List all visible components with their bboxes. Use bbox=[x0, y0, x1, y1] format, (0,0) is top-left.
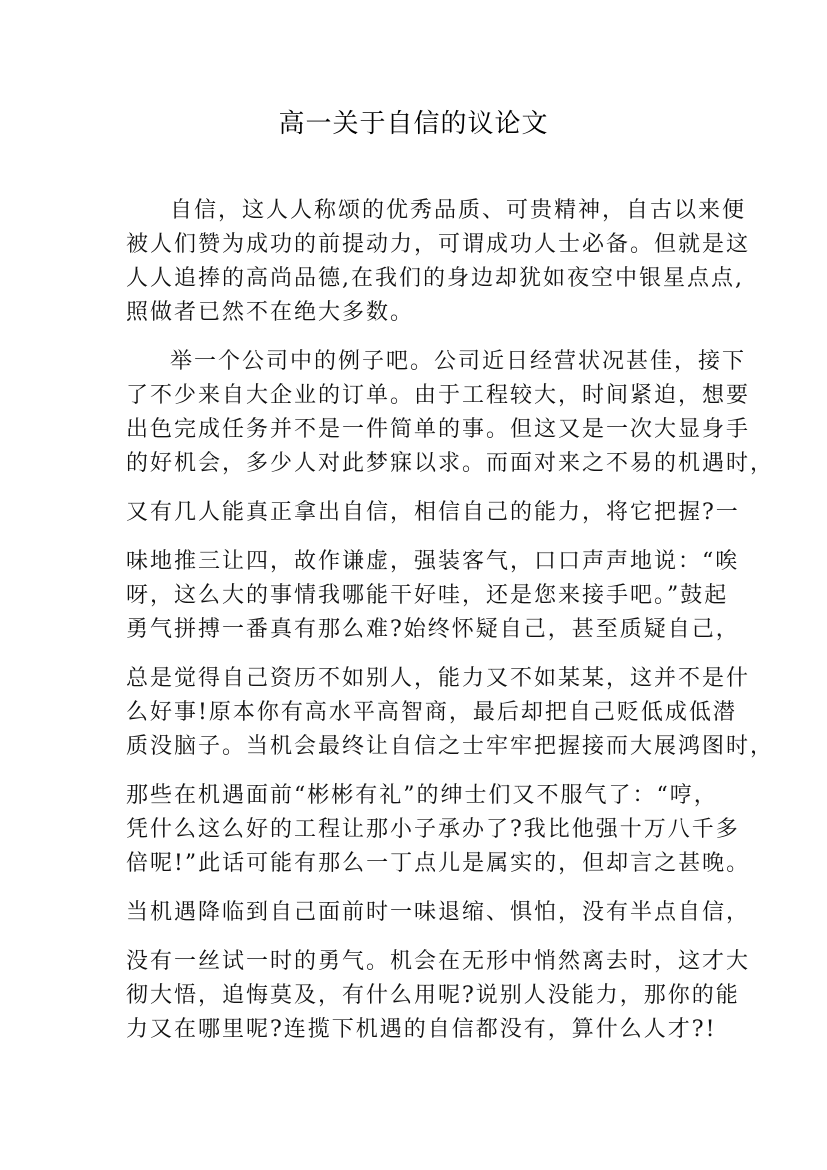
paragraph-line: 倍呢!”此话可能有那么一丁点儿是属实的，但却言之甚晚。 bbox=[126, 851, 751, 876]
paragraph-line: 力又在哪里呢?连揽下机遇的自信都没有，算什么人才?! bbox=[126, 1017, 717, 1042]
paragraph-line: 总是觉得自己资历不如别人，能力又不如某某，这并不是什 bbox=[126, 666, 751, 691]
paragraph-line: 么好事!原本你有高水平高智商，最后却把自己贬低成低潜 bbox=[126, 700, 737, 725]
paragraph-line: 勇气拼搏一番真有那么难?始终怀疑自己，甚至质疑自己， bbox=[126, 617, 740, 642]
paragraph-line: 又有几人能真正拿出自信，相信自己的能力，将它把握?一 bbox=[126, 500, 740, 525]
paragraph-line: 没有一丝试一时的勇气。机会在无形中悄然离去时，这才大 bbox=[126, 949, 751, 974]
paragraph-line: 味地推三让四，故作谦虚，强装客气，口口声声地说：“唉 bbox=[126, 549, 740, 574]
paragraph-line: 人人追捧的高尚品德,在我们的身边却犹如夜空中银星点点, bbox=[126, 266, 744, 291]
paragraph-line: 的好机会，多少人对此梦寐以求。而面对来之不易的机遇时， bbox=[126, 451, 775, 476]
paragraph-line: 了不少来自大企业的订单。由于工程较大，时间紧迫，想要 bbox=[126, 383, 751, 408]
paragraph-line: 出色完成任务并不是一件简单的事。但这又是一次大显身手 bbox=[126, 417, 751, 442]
paragraph-line: 被人们赞为成功的前提动力，可谓成功人士必备。但就是这 bbox=[126, 232, 751, 257]
paragraph-line: 照做者已然不在绝大多数。 bbox=[126, 300, 415, 325]
paragraph-line: 呀，这么大的事情我哪能干好哇，还是您来接手吧。”鼓起 bbox=[126, 583, 729, 608]
paragraph-line: 当机遇降临到自己面前时一味退缩、惧怕，没有半点自信， bbox=[126, 900, 751, 925]
paragraph-line: 自信，这人人称颂的优秀品质、可贵精神，自古以来便 bbox=[170, 198, 747, 223]
paragraph-line: 凭什么这么好的工程让那小子承办了?我比他强十万八千多 bbox=[126, 817, 740, 842]
paragraph-line: 举一个公司中的例子吧。公司近日经营状况甚佳，接下 bbox=[170, 349, 747, 374]
document-title: 高一关于自信的议论文 bbox=[278, 109, 549, 139]
paragraph-line: 那些在机遇面前“彬彬有礼”的绅士们又不服气了：“哼， bbox=[126, 783, 718, 808]
paragraph-line: 质没脑子。当机会最终让自信之士牢牢把握接而大展鸿图时， bbox=[126, 734, 775, 759]
paragraph-line: 彻大悟，追悔莫及，有什么用呢?说别人没能力，那你的能 bbox=[126, 983, 740, 1008]
